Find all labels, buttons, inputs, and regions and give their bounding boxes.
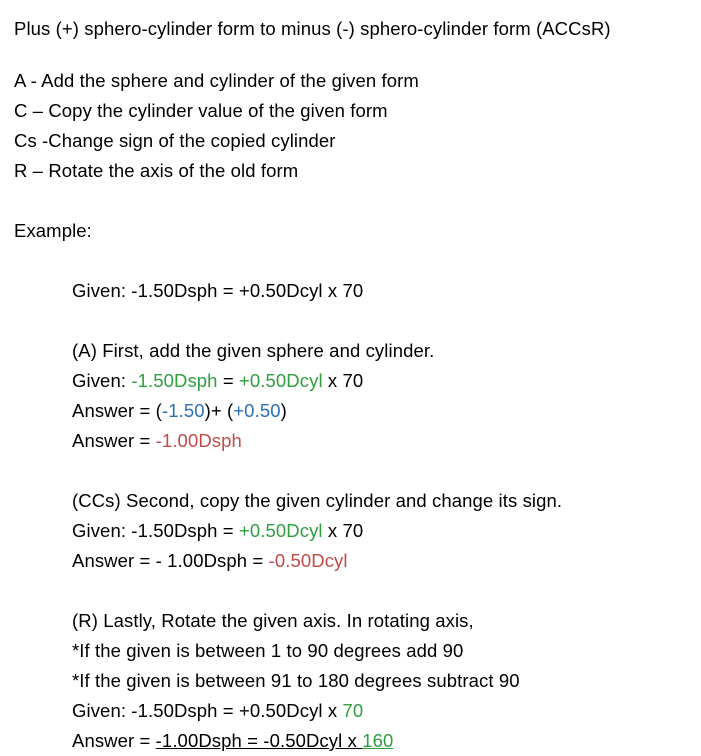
step-r-block: [14, 606, 685, 756]
step-a-answer2-value: -1.00Dsph: [155, 430, 242, 451]
step-a-answer1-prefix: Answer = (: [72, 400, 162, 421]
step-a-given-equals: =: [217, 370, 239, 391]
step-r-note-1: *If the given is between 1 to 90 degrees add 90: [72, 640, 464, 661]
step-a-answer1-cylinder: +0.50: [233, 400, 281, 421]
step-r-given-prefix: Given: -1.50Dsph = +0.50Dcyl x: [72, 700, 343, 721]
step-ccs-given-axis: x 70: [322, 520, 364, 541]
step-ccs-given-cylinder: +0.50Dcyl: [238, 520, 323, 541]
step-ccs-answer-cylinder: -0.50Dcyl: [268, 550, 348, 571]
step-ccs-given-prefix: Given: -1.50Dsph =: [72, 520, 239, 541]
rules-list: [14, 66, 685, 186]
step-a-answer-2: [14, 426, 685, 456]
spacer-2: [14, 246, 685, 276]
step-ccs-answer-prefix: Answer = - 1.00Dsph =: [72, 550, 269, 571]
step-ccs-block: [14, 486, 685, 576]
rule-item-c: C – Copy the cylinder value of the given form: [14, 100, 388, 121]
step-a-given-sphere: -1.50Dsph: [131, 370, 218, 391]
step-a-block: [14, 336, 685, 456]
spacer-1: [14, 186, 685, 216]
step-r-answer-axis: 160: [362, 730, 394, 751]
step-a-answer1-suffix: ): [280, 400, 287, 421]
document-title: Plus (+) sphero-cylinder form to minus (-) sphero-cylinder form (ACCsR): [14, 18, 611, 39]
step-r-answer: [14, 726, 685, 756]
step-a-answer1-sphere: -1.50: [161, 400, 205, 421]
step-r-heading: (R) Lastly, Rotate the given axis. In rotating axis,: [72, 610, 474, 631]
step-a-given-prefix: Given:: [72, 370, 132, 391]
rule-item-cs: Cs -Change sign of the copied cylinder: [14, 130, 336, 151]
step-a-answer1-mid: )+ (: [204, 400, 234, 421]
step-r-note-2: *If the given is between 91 to 180 degrees subtract 90: [72, 670, 520, 691]
step-r-answer-prefix: Answer =: [72, 730, 156, 751]
step-a-answer-1: [14, 396, 685, 426]
rule-item-r: R – Rotate the axis of the old form: [14, 160, 299, 181]
step-r-given-axis: 70: [342, 700, 364, 721]
step-ccs-heading: (CCs) Second, copy the given cylinder and change its sign.: [72, 490, 563, 511]
spacer-3: [14, 306, 685, 336]
step-a-given-axis: x 70: [322, 370, 364, 391]
given-line: Given: -1.50Dsph = +0.50Dcyl x 70: [72, 280, 364, 301]
step-a-heading: (A) First, add the given sphere and cylinder.: [72, 340, 435, 361]
step-ccs-given: [14, 516, 685, 546]
spacer-5: [14, 576, 685, 606]
step-a-given-cylinder: +0.50Dcyl: [238, 370, 323, 391]
example-label: Example:: [14, 220, 92, 241]
step-r-given: [14, 696, 685, 726]
step-r-answer-main: -1.00Dsph = -0.50Dcyl x: [155, 730, 363, 751]
rule-item-a: A - Add the sphere and cylinder of the given form: [14, 70, 419, 91]
step-a-answer2-prefix: Answer =: [72, 430, 156, 451]
step-ccs-answer: [14, 546, 685, 576]
step-a-given: [14, 366, 685, 396]
spacer-4: [14, 456, 685, 486]
